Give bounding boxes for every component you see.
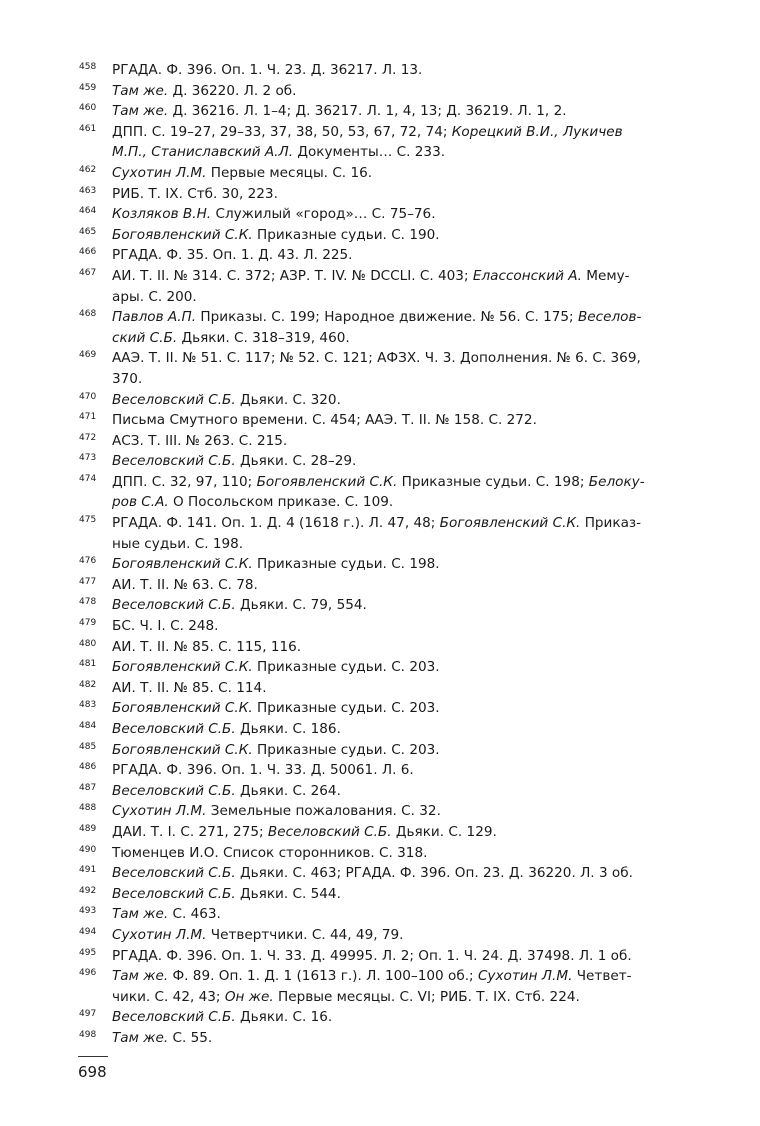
footnote-text-italic: Богоявленский С.К. [112,700,253,717]
footnote-text: Дьяки. С. 16. [235,1009,333,1026]
footnote-text: О Посольском приказе. С. 109. [168,494,394,511]
footnote-number: 476 [79,556,97,567]
footnote-number: 483 [79,700,97,711]
footnote [0,884,760,905]
footnote-text: Письма Смутного времени. С. 454; ААЭ. Т. II. № 158. С. 272. [112,412,537,429]
footnote-number: 479 [79,618,97,629]
footnote-line [112,1028,696,1049]
footnote-text-italic: Там же. [112,82,169,99]
footnote-line [112,60,696,81]
footnote-line [112,925,696,946]
footnote-line [112,554,696,575]
footnote [0,719,760,740]
footnote-text: ААЭ. Т. II. № 51. С. 117; № 52. С. 121; АФЗХ. Ч. 3. Дополнения. № 6. С. 369, [112,350,641,367]
footnote [0,390,760,411]
footnote-line [112,81,696,102]
footnote [0,266,760,307]
footnote [0,781,760,802]
footnote-line [112,472,696,493]
footnote [0,946,760,967]
footnote [0,616,760,637]
footnote-number: 465 [79,226,97,237]
footnote-text-italic: Богоявленский С.К. [112,226,253,243]
footnote-line [112,740,696,761]
footnote-text: 370. [112,370,143,387]
footnote-text-italic: Там же. [112,906,169,923]
footnote [0,81,760,102]
footnote-text: С. 55. [168,1029,213,1046]
footnote-number: 463 [79,185,97,196]
footnote [0,245,760,266]
footnote-text: Д. 36216. Л. 1–4; Д. 36217. Л. 1, 4, 13; Д. 36219. Л. 1, 2. [168,103,567,120]
footnote-number: 477 [79,576,97,587]
footnote-number: 469 [79,350,97,361]
footnote-line [112,946,696,967]
footnote-text: Дьяки. С. 544. [235,885,341,902]
footnote-line [112,904,696,925]
footnote-line [112,184,696,205]
footnote-text-italic: Богоявленский С.К. [112,556,253,573]
footnote-number: 488 [79,803,97,814]
footnote-number: 496 [79,968,97,979]
footnote-line [112,822,696,843]
footnote [0,307,760,348]
footnote-number: 491 [79,865,97,876]
footnote-text-italic: Сухотин Л.М. [112,164,207,181]
footnote-text-italic: Белоку- [588,473,645,490]
footnote-text: Приказные судьи. С. 203. [252,659,440,676]
footnote-text: БС. Ч. I. С. 248. [112,618,219,635]
footnote-number: 494 [79,926,97,937]
footnote-text-italic: Веселовский С.Б. [267,823,392,840]
footnote-number: 471 [79,412,97,423]
footnote [0,657,760,678]
footnote [0,204,760,225]
footnote-text: чики. С. 42, 43; [112,988,225,1005]
footnote-text: ные судьи. С. 198. [112,535,244,552]
footnote [0,184,760,205]
footnote [0,513,760,554]
footnote-number: 459 [79,82,97,93]
footnote-text: Д. 36220. Л. 2 об. [168,82,297,99]
footnote-text-italic: Сухотин Л.М. [112,803,207,820]
footnote-text: АИ. Т. II. № 85. С. 114. [112,679,267,696]
footnote-line [112,266,696,287]
footnote-text: АИ. Т. II. № 314. С. 372; АЗР. Т. IV. № DCCLI. С. 403; [112,267,473,284]
footnote-text: Приказ- [580,515,642,532]
footnote-line [112,410,696,431]
footnote [0,760,760,781]
footnote-text-italic: Богоявленский С.К. [112,659,253,676]
footnote-line [112,163,696,184]
footnote [0,698,760,719]
footnote-text-italic: ский С.Б. [112,329,178,346]
footnote-text-italic: М.П., Станиславский А.Л. [112,144,294,161]
footnote-number: 478 [79,597,97,608]
footnote-text: Тюменцев И.О. Список сторонников. С. 318. [112,844,428,861]
footnote-line [112,307,696,328]
footnote-line [112,492,696,513]
footnote-number: 470 [79,391,97,402]
footnote-line [112,719,696,740]
footnote-text: РГАДА. Ф. 396. Оп. 1. Ч. 33. Д. 50061. Л. 6. [112,762,414,779]
footnote-number: 473 [79,453,97,464]
footnote-number: 460 [79,103,97,114]
footnote [0,348,760,389]
footnote-text-italic: Богоявленский С.К. [439,515,581,532]
footnote-line [112,884,696,905]
footnote-text-italic: Веселовский С.Б. [112,865,236,882]
footnote-number: 462 [79,164,97,175]
footnote [0,843,760,864]
footnote-number: 474 [79,473,97,484]
footnote-line [112,369,696,390]
footnote-text: РИБ. Т. IX. Стб. 30, 223. [112,185,278,202]
footnote-text: Приказные судьи. С. 203. [252,741,440,758]
footnote-line [112,122,696,143]
footnote-text: ары. С. 200. [112,288,197,305]
footnote-text: РГАДА. Ф. 396. Оп. 1. Ч. 23. Д. 36217. Л. 13. [112,62,423,78]
footnote [0,595,760,616]
footnote-number: 458 [79,62,97,72]
footnote-line [112,657,696,678]
footnote-number: 486 [79,762,97,773]
footnote-line [112,101,696,122]
footnote [0,637,760,658]
footnotes-list [0,60,760,1049]
footnote-line [112,451,696,472]
footnote-number: 475 [79,515,97,526]
footnote [0,678,760,699]
footnote-text-italic: Веселовский С.Б. [112,782,236,799]
footnote [0,410,760,431]
footnote-number: 495 [79,947,97,958]
footnote-number: 497 [79,1009,97,1020]
footnote-number: 487 [79,782,97,793]
footnote-text: Дьяки. С. 463; РГАДА. Ф. 396. Оп. 23. Д. 36220. Л. 3 об. [235,865,633,882]
footnote-line [112,534,696,555]
footnote [0,575,760,596]
footnote-line [112,760,696,781]
footnote-line [112,1007,696,1028]
footnote-number: 493 [79,906,97,917]
footnote-text: Приказные судьи. С. 203. [252,700,440,717]
footnote [0,925,760,946]
footnote-line [112,287,696,308]
footnote-text-italic: Веселовский С.Б. [112,597,236,614]
footnote-line [112,204,696,225]
footnote [0,1007,760,1028]
footnote-text-italic: Козляков В.Н. [112,206,212,223]
footnote-line [112,616,696,637]
footnote-number: 468 [79,309,97,320]
footnote-number: 492 [79,885,97,896]
footnote-text-italic: Там же. [112,103,169,120]
footnote-text: Приказные судьи. С. 190. [252,226,440,243]
footnote-line [112,863,696,884]
footnote-text: Первые месяцы. С. 16. [206,164,373,181]
footnote [0,822,760,843]
footnote-line [112,698,696,719]
footnote-text: РГАДА. Ф. 141. Оп. 1. Д. 4 (1618 г.). Л. 47, 48; [112,515,440,532]
footnote-text-italic: Павлов А.П. [112,309,197,326]
footnote-number: 485 [79,741,97,752]
footnote-text: С. 463. [168,906,221,923]
footnote-line [112,595,696,616]
footnote-number: 461 [79,123,97,134]
footnote-text: РГАДА. Ф. 35. Оп. 1. Д. 43. Л. 225. [112,247,353,264]
footnote-text-italic: Сухотин Л.М. [112,926,207,943]
footnote-text: Земельные пожалования. С. 32. [206,803,441,820]
footnote-line [112,348,696,369]
footnote-text-italic: Там же. [112,968,169,985]
footnote-text: Первые месяцы. С. VI; РИБ. Т. IX. Стб. 224. [273,988,580,1005]
footnote-line [112,637,696,658]
footnote-text: Приказы. С. 199; Народное движение. № 56. С. 175; [196,309,578,326]
footnote-number: 480 [79,638,97,649]
footnote-line [112,513,696,534]
footnote [0,1028,760,1049]
footnote-number: 490 [79,844,97,855]
footnote [0,740,760,761]
footnote-text-italic: Веселовский С.Б. [112,453,236,470]
footnote-text-italic: Елассонский А. [472,267,582,284]
page-number: 698 [78,1063,107,1081]
footnote-text: АИ. Т. II. № 85. С. 115, 116. [112,638,302,655]
footnote-text-italic: Он же. [224,988,274,1005]
footnote [0,863,760,884]
footnote-line [112,843,696,864]
footnote-number: 464 [79,206,97,217]
footnote-text-italic: Богоявленский С.К. [256,473,398,490]
footnote-text: Ф. 89. Оп. 1. Д. 1 (1613 г.). Л. 100–100 об.; [168,968,478,985]
footnote-line [112,142,696,163]
footnote-text-italic: Веселов- [577,309,642,326]
footnote-number: 482 [79,679,97,690]
footnote-text: Документы… С. 233. [293,144,446,161]
footnote-text: АСЗ. Т. III. № 263. С. 215. [112,432,288,449]
footnote-text: Дьяки. С. 186. [235,721,341,737]
footnote-text-italic: Там же. [112,1029,169,1046]
footnote [0,801,760,822]
footnote-text: Четвет- [572,968,632,985]
footnote-line [112,431,696,452]
footnote-text: Дьяки. С. 320. [235,391,341,408]
footnote [0,966,760,1007]
footnote-line [112,678,696,699]
footnote-line [112,328,696,349]
footnote-text: Дьяки. С. 129. [391,823,497,840]
footnote-number: 472 [79,432,97,443]
footnote-number: 467 [79,267,97,278]
footnote-line [112,781,696,802]
footnote-number: 466 [79,247,97,258]
footnote-text: Служилый «город»… С. 75–76. [211,206,436,223]
footnote-text-italic: Веселовский С.Б. [112,721,236,737]
footnote [0,60,760,81]
footnote-text: Дьяки. С. 79, 554. [235,597,367,614]
footnote-line [112,225,696,246]
footnote-text-italic: Корецкий В.И., Лукичев [451,123,623,140]
footnote [0,431,760,452]
footnote-text: РГАДА. Ф. 396. Оп. 1. Ч. 33. Д. 49995. Л. 2; Оп. 1. Ч. 24. Д. 37498. Л. 1 об. [112,947,632,964]
footnote [0,451,760,472]
footnote [0,904,760,925]
footnote-line [112,390,696,411]
footnote-text: Приказные судьи. С. 198. [252,556,440,573]
footnote-text: Четвертчики. С. 44, 49, 79. [206,926,404,943]
footnote-line [112,801,696,822]
footnote-text: Дьяки. С. 264. [235,782,341,799]
footnote [0,101,760,122]
footnote-text-italic: Веселовский С.Б. [112,391,236,408]
footnote-number: 484 [79,721,97,731]
footnote-text: Дьяки. С. 318–319, 460. [177,329,350,346]
footnote-text: Приказные судьи. С. 198; [397,473,589,490]
footnote [0,163,760,184]
footnote-text-italic: Богоявленский С.К. [112,741,253,758]
footnote-number: 481 [79,659,97,670]
footnote-text-italic: Веселовский С.Б. [112,885,236,902]
footnote [0,554,760,575]
footnote-text: ДПП. С. 19–27, 29–33, 37, 38, 50, 53, 67, 72, 74; [112,123,452,140]
footnote-text-italic: ров С.А. [112,494,169,511]
footnote-text: Мему- [581,267,630,284]
footnote-text-italic: Веселовский С.Б. [112,1009,236,1026]
footnote [0,122,760,163]
footnote [0,472,760,513]
footnote [0,225,760,246]
footnote-text: ДАИ. Т. I. С. 271, 275; [112,823,268,840]
footnote-line [112,245,696,266]
footnote-number: 489 [79,823,97,834]
footnote-text: Дьяки. С. 28–29. [235,453,357,470]
footnote-text: ДПП. С. 32, 97, 110; [112,473,257,490]
footer-rule [78,1056,108,1057]
footnote-line [112,575,696,596]
footnote-text-italic: Сухотин Л.М. [477,968,573,985]
footnote-number: 498 [79,1029,97,1040]
footnote-line [112,966,696,987]
footnote-text: АИ. Т. II. № 63. С. 78. [112,576,258,593]
footnote-line [112,987,696,1008]
